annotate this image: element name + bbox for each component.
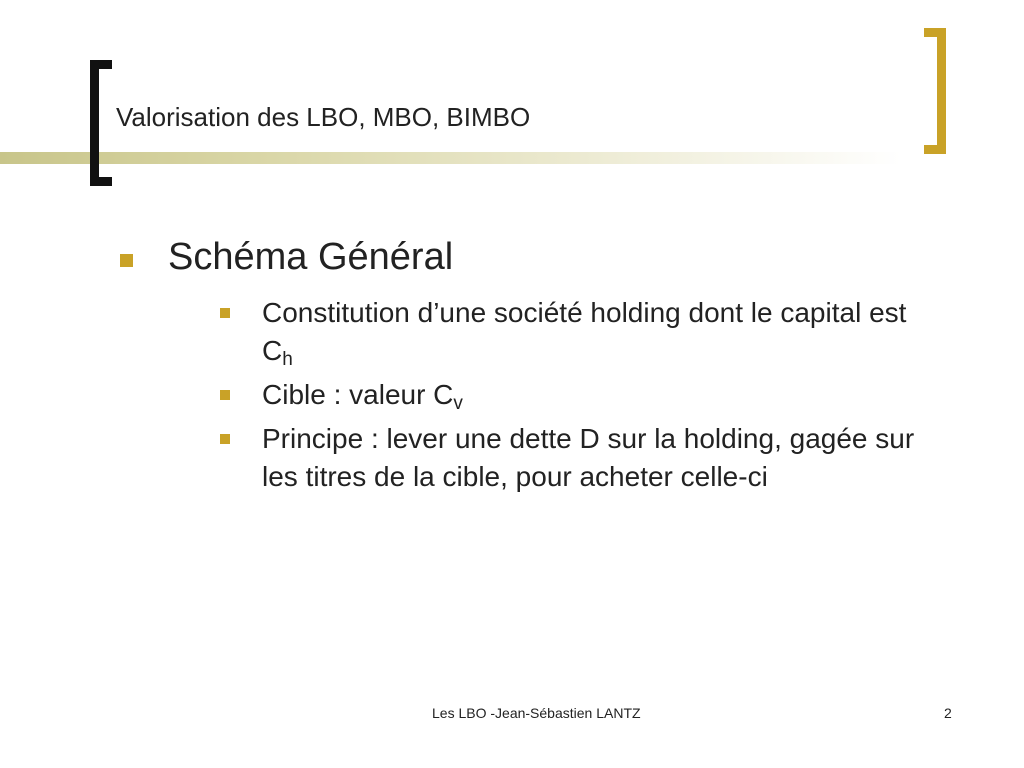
main-bullet	[120, 234, 453, 280]
sub-bullet-text: Constitution d’une société holding dont le capital est $C_h$	[262, 297, 907, 370]
sub-bullet	[220, 376, 940, 414]
left-bracket-decoration	[90, 60, 112, 186]
sub-bullet	[220, 420, 940, 496]
title-gradient-band	[0, 152, 1024, 164]
main-bullet-text: Schéma Général	[168, 236, 454, 278]
footer-author: Les LBO -Jean-Sébastien LANTZ	[432, 705, 641, 721]
square-bullet-icon	[220, 434, 230, 444]
sub-bullet	[220, 294, 940, 370]
sub-bullet-text: Cible : valeur $C_v$	[262, 379, 463, 414]
page-number: 2	[944, 705, 952, 721]
square-bullet-icon	[220, 308, 230, 318]
square-bullet-icon	[220, 390, 230, 400]
square-bullet-icon	[120, 254, 133, 267]
right-bracket-decoration	[924, 28, 946, 154]
sub-bullet-list	[220, 294, 940, 502]
sub-bullet-text: Principe : lever une dette D sur la holding, gagée sur les titres de la cible, pour acheter celle-ci	[262, 423, 915, 492]
slide-title: Valorisation des LBO, MBO, BIMBO	[116, 102, 531, 132]
